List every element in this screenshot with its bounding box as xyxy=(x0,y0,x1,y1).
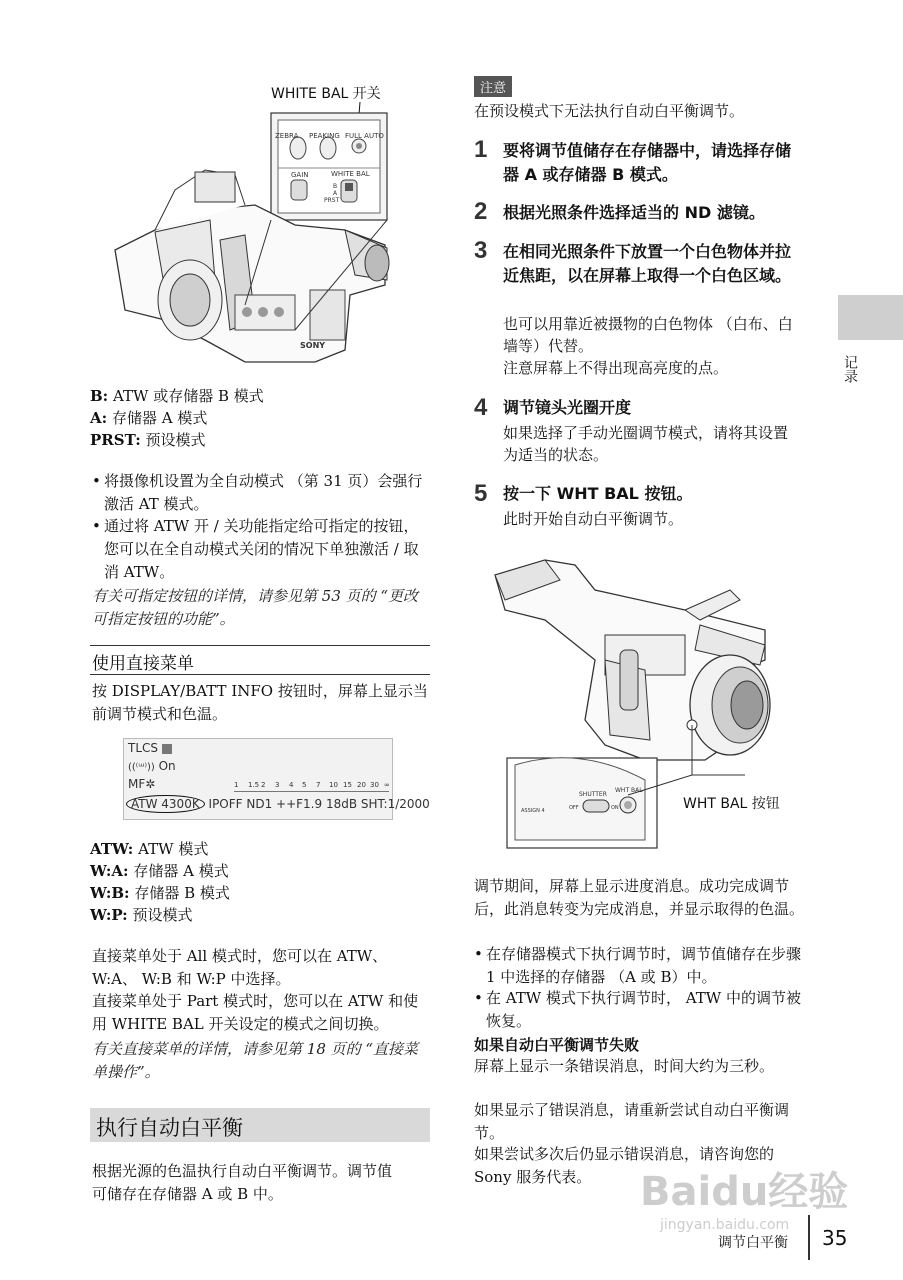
step-4-body: 如果选择了手动光圈调节模式，请将其设置为适当的状态。 xyxy=(503,424,789,464)
peaking-label: PEAKING xyxy=(309,132,340,140)
para-progress: 调节期间，屏幕上显示进度消息。成功完成调节后，此消息转变为完成消息，并显示取得的色温。 xyxy=(474,877,805,918)
italic-note-direct: 有关直接菜单的详情，请参见第 18 页的 “直接菜单操作”。 xyxy=(92,1040,419,1081)
fail-para-3: 如果尝试多次后仍显示错误消息，请咨询您的 Sony 服务代表。 xyxy=(474,1145,775,1186)
italic-note-assign: 有关可指定按钮的详情，请参见第 53 页的 “更改可指定按钮的功能”。 xyxy=(92,587,419,628)
section-auto-wb xyxy=(90,1108,430,1142)
lcd-scale-tick: 15 xyxy=(343,781,352,789)
assign-label: ASSIGN 4 xyxy=(521,808,545,814)
wht-bal-label: WHT BAL xyxy=(615,787,643,794)
definition-list-direct xyxy=(90,838,430,926)
footer-divider xyxy=(808,1215,810,1260)
step-5-title: 按一下 WHT BAL 按钮。 xyxy=(503,484,693,503)
lcd-scale-tick: 1.5 xyxy=(248,781,260,789)
bullet-atw-mode: • 在 ATW 模式下执行调节时， ATW 中的调节被恢复。 xyxy=(474,989,801,1030)
full-auto-label: FULL AUTO xyxy=(345,132,384,140)
auto-wb-intro: 根据光源的色温执行自动白平衡调节。调节值可储存在存储器 A 或 B 中。 xyxy=(92,1162,393,1203)
b-label: B xyxy=(333,183,338,190)
note-text: 在预设模式下无法执行自动白平衡调节。 xyxy=(474,102,745,120)
direct-menu-intro: 按 DISPLAY/BATT INFO 按钮时，屏幕上显示当前调节模式和色温。 xyxy=(92,682,428,723)
watermark-url: jingyan.baidu.com xyxy=(660,1217,790,1233)
on-label: ON xyxy=(611,805,619,811)
step-4-title: 调节镜头光圈开度 xyxy=(503,398,632,417)
def-a: A: 存储器 A 模式 xyxy=(90,409,208,427)
page-number: 35 xyxy=(822,1226,848,1250)
camera-figure-bottom xyxy=(485,550,800,850)
side-tab xyxy=(838,295,903,340)
step-5-body: 此时开始自动白平衡调节。 xyxy=(503,510,684,528)
footer-section: 调节白平衡 xyxy=(718,1235,788,1251)
def-prst: PRST: 预设模式 xyxy=(90,431,206,449)
lcd-scale-tick: 30 xyxy=(370,781,379,789)
lcd-readout: IPOFF ND1 ++F1.9 18dB SHT:1/2000 xyxy=(208,797,430,811)
section-direct-menu xyxy=(90,645,430,675)
side-tab-label: 记录 xyxy=(842,355,858,383)
lcd-scale-tick: 3 xyxy=(275,781,280,789)
fail-para-2: 如果显示了错误消息，请重新尝试自动白平衡调节。 xyxy=(474,1101,790,1142)
sony-logo: SONY xyxy=(300,341,326,350)
prst-label: PRST xyxy=(324,197,340,204)
lcd-scale-tick: 10 xyxy=(329,781,338,789)
shutter-label: SHUTTER xyxy=(579,791,607,798)
lcd-scale-tick: 20 xyxy=(357,781,366,789)
white-bal-label: WHITE BAL xyxy=(331,170,370,178)
camera-figure-top xyxy=(95,80,395,370)
lcd-scale-tick: 2 xyxy=(261,781,266,789)
watermark xyxy=(640,1160,860,1233)
lcd-bottom-row xyxy=(126,795,430,813)
step-3-body: 也可以用靠近被摄物的白色物体 （白布、白墙等）代替。 xyxy=(503,315,793,355)
fail-heading: 如果自动白平衡调节失败 xyxy=(474,1036,640,1054)
fail-para-1: 屏幕上显示一条错误消息，时间大约为三秒。 xyxy=(474,1057,775,1075)
lcd-display xyxy=(123,738,430,820)
step-3-number: 3 xyxy=(474,237,488,264)
lcd-focus-scale xyxy=(234,775,389,792)
lcd-mf: MF✲ xyxy=(128,777,156,791)
off-label: OFF xyxy=(569,805,579,811)
wht-bal-callout: WHT BAL 按钮 xyxy=(683,796,780,812)
lcd-scale-tick: 5 xyxy=(302,781,307,789)
para-all-mode: 直接菜单处于 All 模式时，您可以在 ATW、W:A、 W:B 和 W:P 中选择。 xyxy=(92,947,388,988)
para-part-mode: 直接菜单处于 Part 模式时，您可以在 ATW 和使用 WHITE BAL 开关设定的模式之间切换。 xyxy=(92,992,419,1033)
definition-list-switch xyxy=(90,385,430,451)
step-2-title: 根据光照条件选择适当的 ND 滤镜。 xyxy=(503,203,765,222)
lcd-scale-tick: 1 xyxy=(234,781,239,789)
bullet-atw-assign: • 通过将 ATW 开 / 关功能指定给可指定的按钮，您可以在全自动模式关闭的情况下单独激活 / 取消 ATW。 xyxy=(92,517,419,581)
def-atw: ATW: ATW 模式 xyxy=(90,840,209,858)
a-label: A xyxy=(333,190,338,197)
camera-illustration-1 xyxy=(95,80,395,370)
step-5-number: 5 xyxy=(474,480,488,507)
step-1-title: 要将调节值储存在存储器中，请选择存储器 A 或存储器 B 模式。 xyxy=(503,141,792,184)
lcd-tlcs: TLCS xyxy=(128,741,172,755)
step-4-number: 4 xyxy=(474,394,488,421)
step-3-title: 在相同光照条件下放置一个白色物体并拉近焦距，以在屏幕上取得一个白色区域。 xyxy=(503,242,792,285)
lcd-scale-tick: ∞ xyxy=(384,781,390,789)
atw-oval: ATW 4300K xyxy=(126,795,205,813)
bullet-full-auto: • 将摄像机设置为全自动模式 （第 31 页）会强行激活 AT 模式。 xyxy=(92,472,423,513)
step-2-number: 2 xyxy=(474,198,488,225)
def-wp: W:P: 预设模式 xyxy=(90,906,193,924)
watermark-brand: Baidu经验 xyxy=(640,1169,849,1215)
def-wb: W:B: 存储器 B 模式 xyxy=(90,884,230,902)
def-b: B: ATW 或存储器 B 模式 xyxy=(90,387,264,405)
step-1-number: 1 xyxy=(474,136,488,163)
bullet-memory-mode: • 在存储器模式下执行调节时，调节值储存在步骤 1 中选择的存储器 （A 或 B）中。 xyxy=(474,945,802,986)
lcd-steadyshot: ((⁽ᵚ⁾)) On xyxy=(128,759,176,773)
step-3-body-2: 注意屏幕上不得出现高亮度的点。 xyxy=(503,359,729,377)
section-direct-menu-title: 使用直接菜单 xyxy=(92,654,194,674)
def-wa: W:A: 存储器 A 模式 xyxy=(90,862,229,880)
section-auto-wb-title: 执行自动白平衡 xyxy=(96,1116,243,1140)
lcd-scale-tick: 4 xyxy=(289,781,294,789)
white-bal-callout: WHITE BAL 开关 xyxy=(271,86,381,102)
note-label: 注意 xyxy=(474,76,512,97)
gain-label: GAIN xyxy=(291,171,309,179)
lcd-scale-tick: 7 xyxy=(316,781,321,789)
zebra-label: ZEBRA xyxy=(275,132,299,140)
